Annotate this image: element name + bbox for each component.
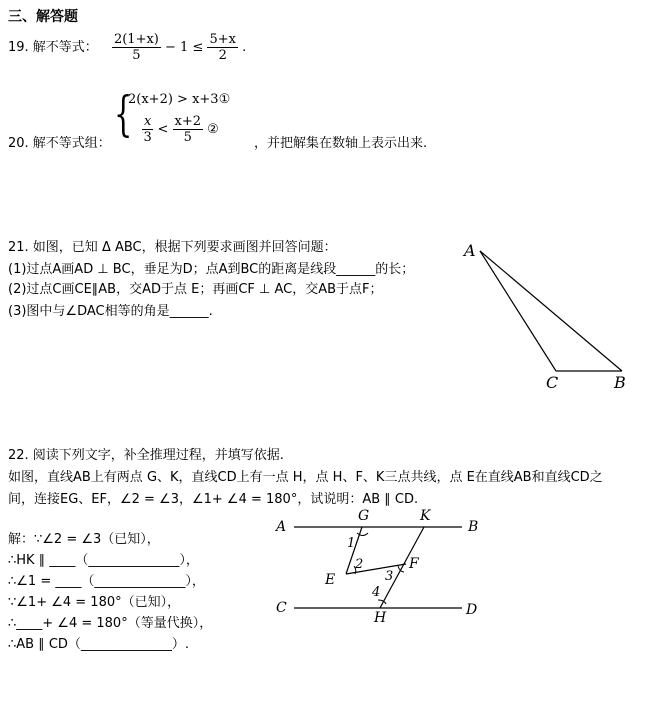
label-a: A (464, 241, 476, 260)
q19-rhs-fraction (207, 32, 238, 63)
q20-eq2-lhs-den: 3 (143, 130, 152, 145)
segment-ac (480, 251, 556, 371)
label-e: E (325, 572, 336, 588)
q20-eq2-rhs-den: 5 (183, 130, 192, 145)
angle-4-label: 4 (372, 585, 381, 600)
angle-2-label: 2 (355, 557, 364, 572)
q22-line-3: 间，连接EG、EF，∠2 = ∠3，∠1+ ∠4 = 180°，试说明：AB ∥ CD. (8, 492, 419, 507)
q22-line-2: 如图，直线AB上有两点 G、K，直线CD上有一点 H，点 H、F、K三点共线，点 E在直线AB和直线CD之 (8, 470, 603, 485)
q19-lhs-numerator: 2(1+x) (113, 32, 159, 47)
q19-lhs-fraction (112, 32, 161, 63)
q20-eq2-lhs-num: x (144, 114, 152, 129)
label-a: A (276, 519, 287, 535)
q20-eq2-mark: ② (207, 122, 219, 137)
q20-brace: { (114, 86, 133, 142)
q21-line-3: (2)过点C画CE∥AB，交AD于点 E；再画CF ⊥ AC，交AB于点F； (8, 282, 383, 297)
q22-proof-5: ∴____+ ∠4 = 180°（等量代换）， (8, 616, 213, 631)
section-title: 三、解答题 (8, 9, 78, 25)
label-f: F (409, 556, 419, 572)
q22-proof-2: ∴HK ∥ ____（______________）， (8, 553, 199, 568)
q22-line-1: 22. 阅读下列文字，补全推理过程，并填写依据. (8, 448, 284, 463)
label-k: K (420, 508, 431, 524)
q21-triangle-figure (440, 232, 640, 397)
q19-end: . (242, 40, 247, 55)
q21-line-4: (3)图中与∠DAC相等的角是______. (8, 304, 213, 319)
q20-eq2-lhs (142, 114, 153, 145)
label-h: H (374, 610, 387, 626)
segment-ab (480, 251, 622, 371)
q22-proof-6: ∴AB ∥ CD（______________）. (8, 637, 190, 652)
q20-inequality-2 (142, 114, 219, 145)
q19-rhs-numerator: 5+x (209, 32, 236, 47)
q19-lhs-denominator: 5 (132, 48, 141, 63)
q22-proof-3: ∴∠1 = ____（______________）， (8, 574, 205, 589)
label-b: B (614, 373, 626, 392)
label-d: D (466, 602, 478, 618)
q20-eq2-op: < (157, 122, 169, 137)
q20-suffix: ，并把解集在数轴上表示出来. (254, 136, 428, 151)
label-b: B (468, 519, 479, 535)
q21-line-2: (1)过点A画AD ⊥ BC，垂足为D；点A到BC的距离是线段______的长； (8, 262, 415, 277)
q19-rhs-denominator: 2 (218, 48, 227, 63)
angle-3-label: 3 (385, 569, 394, 584)
label-c: C (546, 373, 559, 392)
q19-prefix: 19. 解不等式： (8, 40, 98, 55)
q20-eq1-mark: ① (218, 92, 231, 107)
q22-proof-4: ∵∠1+ ∠4 = 180°（已知）， (8, 595, 181, 610)
q20-eq1: 2(x+2) > x+3 (128, 92, 219, 107)
angle-1-label: 1 (347, 536, 356, 551)
question-19 (8, 32, 246, 63)
q20-prefix: 20. 解不等式组： (8, 136, 111, 151)
q20-inequality-1 (128, 92, 230, 107)
q19-middle: − 1 ≤ (165, 40, 204, 55)
q22-proof-1: 解：∵∠2 = ∠3（已知）， (8, 532, 160, 547)
q22-parallel-lines-figure (270, 504, 490, 626)
q20-eq2-rhs (173, 114, 204, 145)
q21-line-1: 21. 如图，已知 Δ ABC，根据下列要求画图并回答问题： (8, 240, 337, 255)
label-g: G (358, 508, 370, 524)
label-c: C (276, 600, 287, 616)
q20-eq2-rhs-num: x+2 (174, 114, 202, 129)
